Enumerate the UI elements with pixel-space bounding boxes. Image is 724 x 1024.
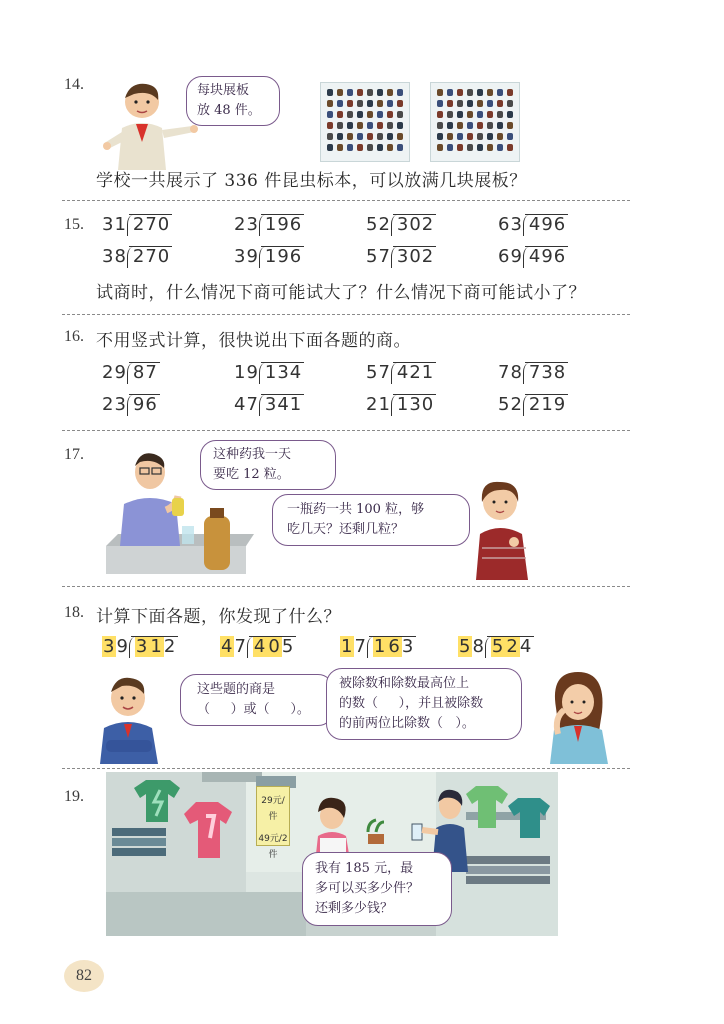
insect-specimen xyxy=(397,144,403,151)
p17-bubble2-line-2: 吃几天？还剩几粒？ xyxy=(287,522,405,537)
insect-specimen xyxy=(477,144,483,151)
insect-specimen xyxy=(327,111,333,118)
insect-specimen xyxy=(337,122,343,129)
insect-specimen xyxy=(377,89,383,96)
divisor: 23 xyxy=(102,394,127,415)
insect-specimen xyxy=(447,100,453,107)
divisor-low-digit: 7 xyxy=(354,636,367,657)
boy-pointing-illustration xyxy=(100,80,200,170)
insect-specimen xyxy=(497,133,503,140)
dividend: 341 xyxy=(259,394,302,415)
insect-specimen xyxy=(487,133,493,140)
insect-specimen xyxy=(347,133,353,140)
dividend: 302 xyxy=(391,214,434,235)
price-sign xyxy=(256,786,290,860)
insect-specimen xyxy=(507,100,513,107)
insect-specimen xyxy=(507,122,513,129)
p14-bubble-line-2: 放 48 件。 xyxy=(197,103,261,118)
problem-15-number: 15. xyxy=(64,216,84,233)
insect-specimen xyxy=(327,122,333,129)
divisor: 69 xyxy=(498,246,523,267)
insect-specimen xyxy=(347,89,353,96)
dividend-digit-1: 1 xyxy=(373,636,387,657)
insect-specimen xyxy=(377,111,383,118)
division-15-1-1 xyxy=(102,214,170,235)
divisor: 19 xyxy=(234,362,259,383)
p17-bubble1-line-1: 这种药我一天 xyxy=(213,447,292,462)
dividend: 496 xyxy=(523,246,566,267)
divisor: 31 xyxy=(102,214,127,235)
dividend-digit-2: 6 xyxy=(388,636,401,657)
divisor: 29 xyxy=(102,362,127,383)
insect-display-board-1 xyxy=(320,82,410,162)
p18-bubble2-line-2: 的数（ ），并且被除数 xyxy=(339,696,484,711)
division-16-1-3 xyxy=(366,362,434,383)
dividend: 196 xyxy=(259,214,302,235)
insect-specimen xyxy=(447,122,453,129)
insect-specimen xyxy=(327,100,333,107)
insect-specimen xyxy=(497,89,503,96)
insect-specimen xyxy=(327,144,333,151)
division-15-2-4 xyxy=(498,246,566,267)
insect-specimen xyxy=(337,100,343,107)
insect-specimen xyxy=(387,133,393,140)
dividend-digit-3: 2 xyxy=(163,636,177,657)
division-18-1 xyxy=(102,636,176,657)
insect-specimen xyxy=(477,122,483,129)
insect-specimen xyxy=(347,122,353,129)
insect-specimen xyxy=(387,144,393,151)
dividend: 219 xyxy=(523,394,566,415)
insect-display-board-2 xyxy=(430,82,520,162)
divisor: 47 xyxy=(234,394,259,415)
insect-specimen xyxy=(367,111,373,118)
divider xyxy=(62,768,630,769)
insect-specimen xyxy=(337,144,343,151)
insect-specimen xyxy=(507,111,513,118)
p17-speech-bubble-man xyxy=(200,440,336,490)
insect-specimen xyxy=(357,122,363,129)
insect-specimen xyxy=(487,122,493,129)
division-15-2-2 xyxy=(234,246,302,267)
insect-specimen xyxy=(447,133,453,140)
p18-bubble2-line-3: 的前两位比除数（ ）。 xyxy=(339,716,475,731)
price-1: 29元/件 xyxy=(261,796,285,822)
division-16-2-1 xyxy=(102,394,158,415)
insect-specimen xyxy=(397,133,403,140)
insect-specimen xyxy=(497,111,503,118)
divisor: 63 xyxy=(498,214,523,235)
problem-16-number: 16. xyxy=(64,328,84,345)
dividend-digit-3: 3 xyxy=(401,636,415,657)
insect-specimen xyxy=(477,111,483,118)
dividend: 130 xyxy=(391,394,434,415)
p16-title: 不用竖式计算，很快说出下面各题的商。 xyxy=(96,331,411,351)
insect-specimen xyxy=(377,100,383,107)
divisor: 23 xyxy=(234,214,259,235)
insect-specimen xyxy=(437,144,443,151)
dividend: 738 xyxy=(523,362,566,383)
insect-specimen xyxy=(467,133,473,140)
insect-specimen xyxy=(467,144,473,151)
dividend: 421 xyxy=(391,362,434,383)
p19-bubble-line-2: 多可以买多少件？ xyxy=(315,881,420,896)
insect-specimen xyxy=(507,89,513,96)
insect-specimen xyxy=(457,122,463,129)
insect-specimen xyxy=(447,89,453,96)
p15-question: 试商时，什么情况下商可能试大了？什么情况下商可能试小了？ xyxy=(96,283,586,303)
insect-specimen xyxy=(437,100,443,107)
insect-specimen xyxy=(367,100,373,107)
insect-specimen xyxy=(487,144,493,151)
division-16-2-3 xyxy=(366,394,434,415)
divisor-low-digit: 7 xyxy=(234,636,247,657)
insect-specimen xyxy=(387,89,393,96)
insect-specimen xyxy=(477,100,483,107)
insect-specimen xyxy=(387,100,393,107)
p19-bubble-line-3: 还剩多少钱？ xyxy=(315,901,394,916)
division-18-2 xyxy=(220,636,294,657)
dividend: 134 xyxy=(259,362,302,383)
dividend-digit-3: 5 xyxy=(281,636,295,657)
p14-speech-bubble xyxy=(186,76,280,126)
division-16-1-4 xyxy=(498,362,566,383)
dividend: 302 xyxy=(391,246,434,267)
insect-specimen xyxy=(357,100,363,107)
page-number: 82 xyxy=(64,960,104,992)
division-15-2-3 xyxy=(366,246,434,267)
insect-specimen xyxy=(337,111,343,118)
divider xyxy=(62,200,630,201)
p17-bubble1-line-2: 要吃 12 粒。 xyxy=(213,467,290,482)
insect-specimen xyxy=(477,89,483,96)
p18-bubble1-line-2: （ ）或（ ）。 xyxy=(197,702,310,717)
insect-specimen xyxy=(347,144,353,151)
divisor: 21 xyxy=(366,394,391,415)
division-16-1-2 xyxy=(234,362,302,383)
insect-specimen xyxy=(457,144,463,151)
dividend: 87 xyxy=(127,362,158,383)
insect-specimen xyxy=(457,89,463,96)
problem-14-number: 14. xyxy=(64,76,84,93)
insect-specimen xyxy=(367,144,373,151)
dividend-digit-2: 0 xyxy=(268,636,281,657)
divisor: 57 xyxy=(366,362,391,383)
division-18-4 xyxy=(458,636,532,657)
insect-specimen xyxy=(327,133,333,140)
dividend-digit-1: 3 xyxy=(135,636,149,657)
insect-specimen xyxy=(447,111,453,118)
p19-speech-bubble xyxy=(302,852,452,926)
dividend-digit-1: 4 xyxy=(253,636,267,657)
insect-specimen xyxy=(397,122,403,129)
dividend-digit-2: 2 xyxy=(506,636,519,657)
division-15-1-2 xyxy=(234,214,302,235)
insect-specimen xyxy=(367,133,373,140)
insect-specimen xyxy=(497,122,503,129)
insect-specimen xyxy=(497,100,503,107)
insect-specimen xyxy=(467,111,473,118)
p18-title: 计算下面各题，你发现了什么？ xyxy=(96,607,341,627)
division-15-1-3 xyxy=(366,214,434,235)
p17-bubble2-line-1: 一瓶药一共 100 粒，够 xyxy=(287,502,425,517)
p14-question: 学校一共展示了 336 件昆虫标本，可以放满几块展板？ xyxy=(96,171,527,191)
problem-17-number: 17. xyxy=(64,446,84,463)
divider xyxy=(62,314,630,315)
insect-specimen xyxy=(347,111,353,118)
divisor-low-digit: 8 xyxy=(472,636,485,657)
divisor: 52 xyxy=(366,214,391,235)
insect-specimen xyxy=(447,144,453,151)
divisor: 78 xyxy=(498,362,523,383)
insect-specimen xyxy=(397,100,403,107)
insect-specimen xyxy=(367,122,373,129)
insect-specimen xyxy=(377,144,383,151)
insect-specimen xyxy=(357,89,363,96)
girl-illustration xyxy=(470,476,540,580)
insect-specimen xyxy=(387,111,393,118)
divisor: 38 xyxy=(102,246,127,267)
insect-specimen xyxy=(377,133,383,140)
girl-thinking-illustration xyxy=(540,668,616,764)
insect-specimen xyxy=(457,111,463,118)
divisor: 39 xyxy=(234,246,259,267)
problem-18-number: 18. xyxy=(64,604,84,621)
insect-specimen xyxy=(367,89,373,96)
dividend-digit-1: 5 xyxy=(491,636,505,657)
insect-specimen xyxy=(437,89,443,96)
division-15-1-4 xyxy=(498,214,566,235)
dividend: 496 xyxy=(523,214,566,235)
insect-specimen xyxy=(487,111,493,118)
p18-bubble2-line-1: 被除数和除数最高位上 xyxy=(339,676,470,691)
insect-specimen xyxy=(497,144,503,151)
insect-specimen xyxy=(467,100,473,107)
insect-specimen xyxy=(337,89,343,96)
dividend: 196 xyxy=(259,246,302,267)
division-15-2-1 xyxy=(102,246,170,267)
clothing-store-illustration xyxy=(106,772,558,936)
insect-specimen xyxy=(477,133,483,140)
insect-specimen xyxy=(457,100,463,107)
division-16-1-1 xyxy=(102,362,158,383)
dividend-digit-2: 1 xyxy=(150,636,163,657)
insect-specimen xyxy=(337,133,343,140)
dividend-digit-3: 4 xyxy=(519,636,533,657)
divisor-high-digit: 4 xyxy=(221,636,234,657)
insect-specimen xyxy=(507,133,513,140)
division-16-2-4 xyxy=(498,394,566,415)
p19-bubble-line-1: 我有 185 元，最 xyxy=(315,861,414,876)
boy-arms-crossed-illustration xyxy=(96,672,162,764)
insect-specimen xyxy=(397,111,403,118)
insect-specimen xyxy=(357,144,363,151)
price-2: 49元/2件 xyxy=(258,834,288,860)
p18-speech-bubble-boy xyxy=(180,674,334,726)
division-18-3 xyxy=(340,636,414,657)
divider xyxy=(62,586,630,587)
insect-specimen xyxy=(457,133,463,140)
dividend: 270 xyxy=(127,214,170,235)
p18-bubble1-line-1: 这些题的商是 xyxy=(197,682,276,697)
insect-specimen xyxy=(507,144,513,151)
divisor: 57 xyxy=(366,246,391,267)
divider xyxy=(62,430,630,431)
divisor: 52 xyxy=(498,394,523,415)
insect-specimen xyxy=(327,89,333,96)
insect-specimen xyxy=(487,89,493,96)
divisor-high-digit: 3 xyxy=(103,636,116,657)
insect-specimen xyxy=(437,111,443,118)
divisor-low-digit: 9 xyxy=(116,636,129,657)
insect-specimen xyxy=(397,89,403,96)
insect-specimen xyxy=(487,100,493,107)
problem-19-number: 19. xyxy=(64,788,84,805)
insect-specimen xyxy=(387,122,393,129)
insect-specimen xyxy=(347,100,353,107)
insect-specimen xyxy=(467,122,473,129)
insect-specimen xyxy=(357,111,363,118)
insect-specimen xyxy=(437,122,443,129)
divisor-high-digit: 5 xyxy=(459,636,472,657)
insect-specimen xyxy=(357,133,363,140)
p18-speech-bubble-girl xyxy=(326,668,522,740)
dividend: 96 xyxy=(127,394,158,415)
p14-bubble-line-1: 每块展板 xyxy=(197,83,250,98)
dividend: 270 xyxy=(127,246,170,267)
division-16-2-2 xyxy=(234,394,302,415)
p17-speech-bubble-girl xyxy=(272,494,470,546)
insect-specimen xyxy=(377,122,383,129)
divisor-high-digit: 1 xyxy=(341,636,354,657)
insect-specimen xyxy=(467,89,473,96)
insect-specimen xyxy=(437,133,443,140)
